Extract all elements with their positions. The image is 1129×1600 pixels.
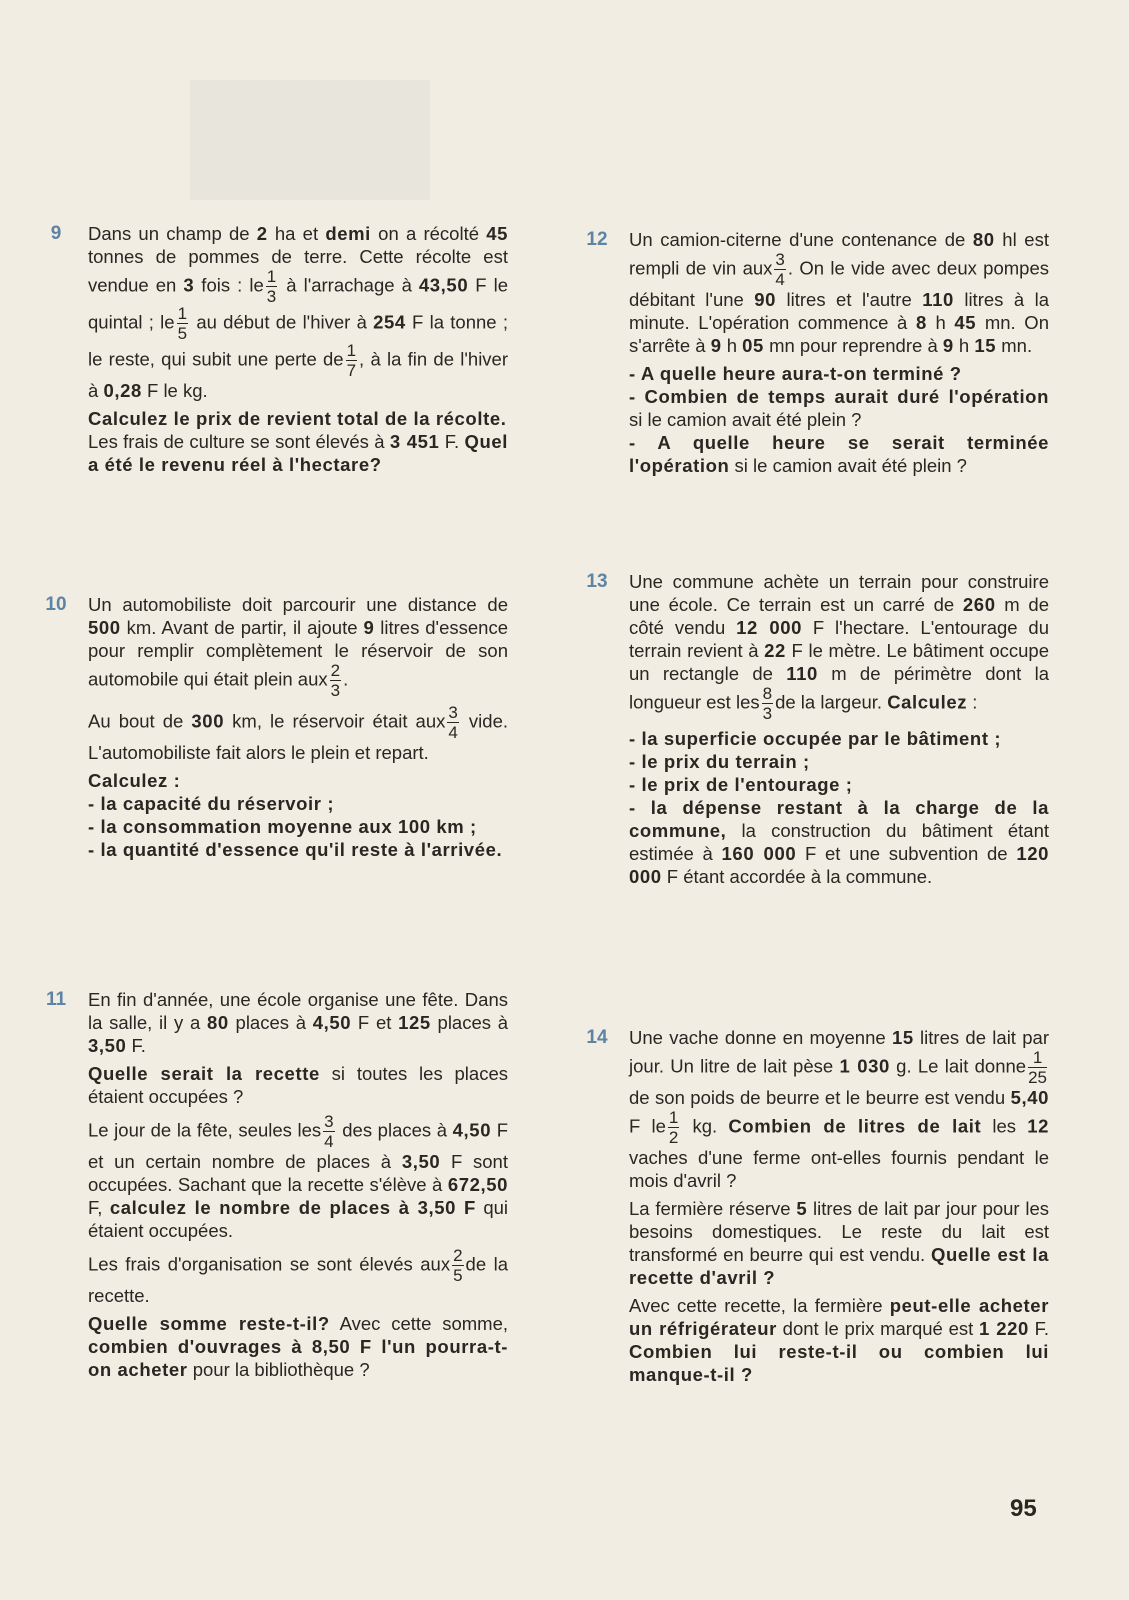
paragraph: Dans un champ de 2 ha et demi on a récolté 45 tonnes de pommes de terre. Cette récolte est vendue en 3 fois : le $\frac{1}{3}$ à l'arrachage à 43,50 F le quintal ; le $\frac{1}{5}$ au début de l'hiver à 254 F la tonne ; le reste, qui subit une perte de $\frac{1}{7}$ , à la fin de l'hiver à 0,28 F le kg.	[88, 223, 509, 401]
question: Calculez le prix de revient total de la récolte.	[88, 408, 507, 429]
exercise-body	[88, 988, 508, 1381]
print-through-shadow	[190, 80, 430, 200]
exercise-10	[45, 593, 509, 861]
exercise-number: 13	[586, 571, 608, 592]
exercise-number: 9	[50, 223, 62, 244]
question: - la capacité du réservoir ;	[88, 793, 335, 814]
fraction: $\frac{1}{25}$	[1028, 1048, 1048, 1087]
exercise-number: 14	[586, 1027, 608, 1048]
paragraph: Les frais de culture se sont élevés à 3 451 F. Quel a été le revenu réel à l'hectare?	[88, 431, 508, 475]
fraction: $\frac{2}{5}$	[453, 1246, 463, 1285]
question: Calculez :	[88, 770, 181, 791]
exercise-number: 10	[45, 594, 67, 615]
exercise-9	[50, 222, 509, 481]
question: - la superficie occupée par le bâtiment ;	[629, 728, 1002, 749]
question: - la consommation moyenne aux 100 km ;	[88, 816, 477, 837]
fraction: $\frac{1}{3}$	[266, 267, 277, 306]
paragraph: Les frais d'organisation se sont élevés aux $\frac{2}{5}$ de la recette.	[88, 1246, 509, 1306]
question: - le prix de l'entourage ;	[629, 774, 853, 795]
paragraph: Un camion-citerne d'une contenance de 80 hl est rempli de vin aux $\frac{3}{4}$ . On le vide avec deux pompes débitant l'une 90 litres et l'autre 110 litres à la minute. L'opération commence à 8 h 45 mn. On s'arrête à 9 h 05 mn pour reprendre à 9 h 15 mn.	[629, 229, 1050, 356]
exercise-body	[629, 1026, 1049, 1386]
question: - la dépense restant à la charge de la commune, la construction du bâtiment étant estimée à 160 000 F et une subvention de 120 000 F étant accordée à la commune.	[629, 797, 1049, 887]
fraction: $\frac{3}{4}$	[775, 250, 785, 289]
fraction: $\frac{1}{2}$	[668, 1108, 679, 1147]
exercise-11	[45, 988, 509, 1386]
question: - A quelle heure aura-t-on terminé ?	[629, 363, 962, 384]
exercise-body	[629, 570, 1049, 888]
exercise-body	[88, 222, 508, 476]
question: - la quantité d'essence qu'il reste à l'arrivée.	[88, 839, 503, 860]
fraction: $\frac{3}{4}$	[324, 1112, 334, 1151]
paragraph: Le jour de la fête, seules les $\frac{3}{4}$ des places à 4,50 F et un certain nombre de places à 3,50 F sont occupées. Sachant que la recette s'élève à 672,50 F, calculez le nombre de places à 3,50 F qui étaient occupées.	[88, 1112, 509, 1241]
question: - Combien de temps aurait duré l'opération si le camion avait été plein ?	[629, 386, 1049, 430]
exercise-number: 12	[586, 229, 608, 250]
paragraph: Une vache donne en moyenne 15 litres de lait par jour. Un litre de lait pèse 1 030 g. Le lait donne $\frac{1}{25}$ de son poids de beurre et le beurre est vendu 5,40 F le $\frac{1}{2}$ kg. Combien de litres de lait les 12 vaches d'une ferme ont-elles fournis pendant le mois d'avril ?	[629, 1027, 1049, 1191]
exercise-body	[88, 593, 508, 861]
exercise-body	[629, 228, 1049, 477]
paragraph: Quelle somme reste-t-il? Avec cette somme, combien d'ouvrages à 8,50 F l'un pourra-t-on acheter pour la bibliothèque ?	[88, 1313, 509, 1380]
paragraph: En fin d'année, une école organise une fête. Dans la salle, il y a 80 places à 4,50 F et 125 places à 3,50 F.	[88, 989, 509, 1056]
fraction: $\frac{8}{3}$	[762, 684, 773, 723]
fraction: $\frac{1}{5}$	[177, 304, 188, 343]
paragraph: Avec cette recette, la fermière peut-elle acheter un réfrigérateur dont le prix marqué est 1 220 F. Combien lui reste-t-il ou combien lui manque-t-il ?	[629, 1295, 1049, 1385]
exercise-12	[586, 228, 1050, 477]
fraction: $\frac{3}{4}$	[448, 703, 458, 742]
question: - le prix du terrain ;	[629, 751, 810, 772]
fraction: $\frac{2}{3}$	[330, 661, 341, 700]
paragraph: La fermière réserve 5 litres de lait par jour pour les besoins domestiques. Le reste du lait est transformé en beurre qui est vendu. Quelle est la recette d'avril ?	[629, 1198, 1049, 1288]
fraction: $\frac{1}{7}$	[346, 341, 357, 380]
page-number: 95	[1010, 1495, 1037, 1522]
exercise-13	[586, 570, 1050, 888]
paragraph: Une commune achète un terrain pour construire une école. Ce terrain est un carré de 260 m de côté vendu 12 000 F l'hectare. L'entourage du terrain revient à 22 F le mètre. Le bâtiment occupe un rectangle de 110 m de périmètre dont la longueur est les $\frac{8}{3}$ de la largeur. Calculez :	[629, 571, 1050, 723]
exercise-number: 11	[45, 989, 67, 1010]
paragraph: Quelle serait la recette si toutes les places étaient occupées ?	[88, 1063, 508, 1107]
paragraph: Un automobiliste doit parcourir une distance de 500 km. Avant de partir, il ajoute 9 litres d'essence pour remplir complètement le réservoir de son automobile qui était plein aux $\frac{2}{3}$ .	[88, 594, 508, 700]
paragraph: Au bout de 300 km, le réservoir était aux $\frac{3}{4}$ vide. L'automobiliste fait alors le plein et repart.	[88, 703, 509, 763]
question: - A quelle heure se serait terminée l'opération si le camion avait été plein ?	[629, 432, 1049, 476]
exercise-14	[586, 1026, 1049, 1391]
